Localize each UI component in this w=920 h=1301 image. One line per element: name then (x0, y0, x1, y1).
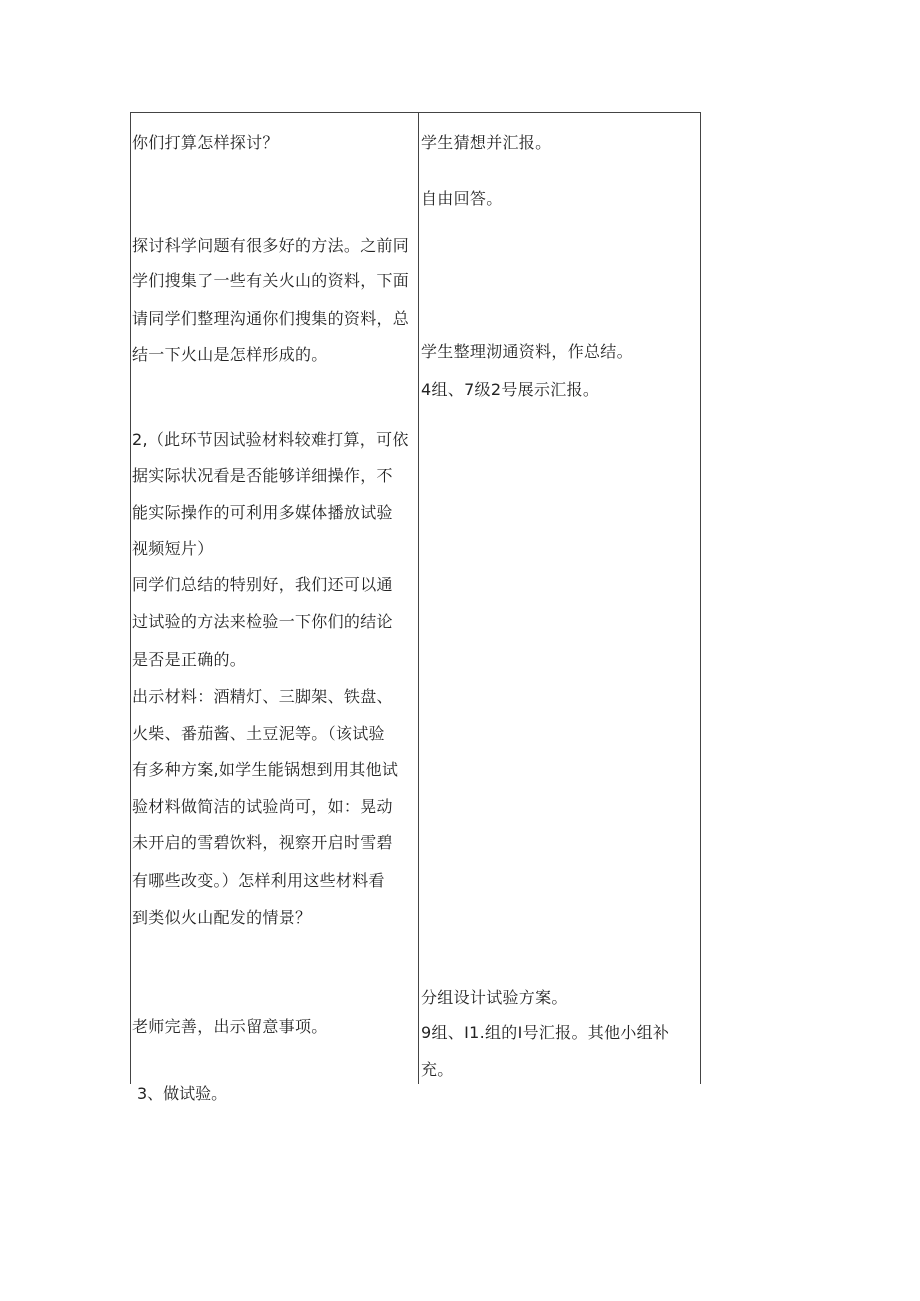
left-para2-line9: 火柴、番茄酱、土豆泥等。（该试验 (132, 724, 385, 743)
right-line4: 4组、7级2号展示汇报。 (421, 380, 600, 399)
left-para2-line12: 未开启的雪碧饮料，视察开启时雪碧 (132, 833, 393, 852)
left-question: 你们打算怎样探讨？ (132, 133, 279, 152)
table-border-left (130, 112, 131, 1084)
right-line6: 9组、I1.组的I号汇报。其他小组补 (421, 1023, 670, 1042)
left-para2-line13: 有哪些改变。）怎样利用这些材料看 (132, 871, 385, 890)
left-para2-line10: 有多种方案,如学生能锅想到用其他试 (132, 760, 399, 779)
left-para1-line1: 探讨科学问题有很多好的方法。之前同 (132, 236, 410, 255)
right-line2: 自由回答。 (421, 189, 503, 208)
right-line5: 分组设计试验方案。 (421, 988, 568, 1007)
left-para2-line8: 出示材料：酒精灯、三脚架、铁盘、 (132, 687, 393, 706)
left-para1-line3: 请同学们整理沟通你们搜集的资料，总 (132, 309, 410, 328)
left-para3: 老师完善，出示留意事项。 (132, 1017, 328, 1036)
left-para2-line5: 同学们总结的特别好，我们还可以通 (132, 575, 393, 594)
left-para2-line11: 验材料做简洁的试验尚可，如：晃动 (132, 797, 393, 816)
after-table-text: 3、做试验。 (137, 1084, 228, 1103)
left-para2-line1: 2,（此环节因试验材料较难打算，可依 (132, 430, 409, 449)
left-para2-line2: 据实际状况看是否能够详细操作，不 (132, 466, 393, 485)
table-frame (130, 112, 701, 1085)
table-border-right (700, 112, 701, 1084)
left-para1-line4: 结一下火山是怎样形成的。 (132, 345, 328, 364)
left-para2-line14: 到类似火山配发的情景？ (132, 908, 312, 927)
left-para2-line6: 过试验的方法来检验一下你们的结论 (132, 612, 393, 631)
right-line7: 充。 (421, 1060, 454, 1079)
left-para2-line3: 能实际操作的可利用多媒体播放试验 (132, 503, 393, 522)
left-para1-line2: 学们搜集了一些有关火山的资料，下面 (132, 271, 410, 290)
left-para2-line4: 视频短片） (132, 539, 214, 558)
right-line3: 学生整理沏通资料，作总结。 (421, 342, 633, 361)
left-para2-line7: 是否是正确的。 (132, 650, 247, 669)
table-border-middle (418, 112, 419, 1084)
right-line1: 学生猜想并汇报。 (421, 133, 552, 152)
